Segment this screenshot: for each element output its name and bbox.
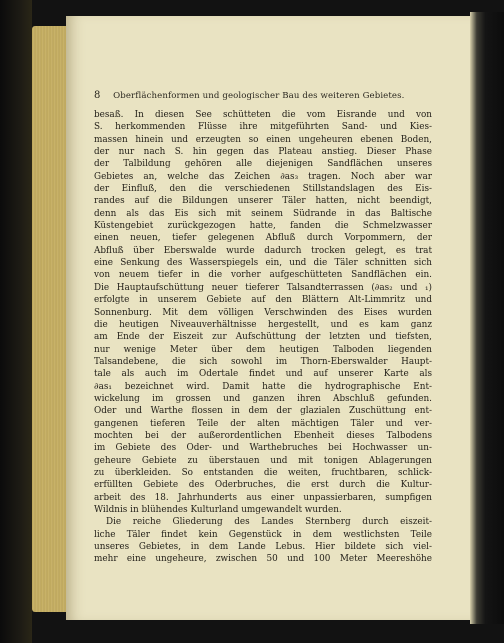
paragraph	[94, 109, 432, 516]
body-text	[94, 109, 432, 566]
text-line: wickelung im grossen und ganzen ihren Abschluß gefunden.	[94, 393, 432, 404]
text-line: S. herkommenden Flüsse ihre mitgeführten Sand- und Kies-	[94, 122, 432, 133]
text-line: arbeit des 18. Jahrhunderts aus einer unpassierbaren, sumpfigen	[94, 492, 432, 503]
text-line: Die Hauptaufschüttung neuer tieferer Talsandterrassen (∂as₂ und ₁)	[94, 282, 432, 293]
book-page	[66, 16, 470, 620]
text-line: eine Senkung des Wasserspiegels ein, und die Täler schnitten sich	[94, 258, 432, 269]
text-line: Sonnenburg. Mit dem völligen Verschwinden des Eises wurden	[94, 307, 432, 318]
text-line: massen hinein und erzeugten so einen ungeheuren ebenen Boden,	[94, 134, 432, 145]
text-line: einen neuen, tiefer gelegenen Abfluß durch Vorpommern, der	[94, 233, 432, 244]
text-line: Wildnis in blühendes Kulturland umgewandelt wurden.	[94, 505, 342, 515]
text-line: randes auf die Bildungen unserer Täler hatten, nicht beendigt,	[94, 196, 432, 207]
text-line: von neuem tiefer in die vorher aufgeschütteten Sandflächen ein.	[94, 270, 432, 281]
paragraph	[94, 516, 432, 565]
text-line: zu überkleiden. So entstanden die weiten, fruchtbaren, schlick-	[94, 467, 432, 478]
text-line: ∂as₁ bezeichnet wird. Damit hatte die hydrographische Ent-	[94, 381, 432, 392]
text-line: erfolgte in unserem Gebiete auf den Blättern Alt-Limmritz und	[94, 295, 432, 306]
text-line: nur wenige Meter über dem heutigen Talboden liegenden	[94, 344, 432, 355]
text-line: der Einfluß, den die verschiedenen Stillstandslagen des Eis-	[94, 184, 432, 195]
text-line: Küstengebiet zurückgezogen hatte, fanden die Schmelzwasser	[94, 221, 432, 232]
text-line: geheure Gebiete zu überstauen und mit tonigen Ablagerungen	[94, 455, 432, 466]
text-line: Abfluß über Eberswalde wurde dadurch trocken gelegt, es trat	[94, 245, 432, 256]
text-line: Gebietes an, welche das Zeichen ∂as₃ tragen. Noch aber war	[94, 171, 432, 182]
right-page-edge	[470, 12, 504, 624]
text-line: mehr eine ungeheure, zwischen 50 und 100 Meter Meereshöhe	[94, 554, 432, 565]
text-line: die heutigen Niveauverhältnisse hergestellt, und es kam ganz	[94, 319, 432, 330]
text-line: erfüllten Gebiete des Oderbruches, die erst durch die Kultur-	[94, 480, 432, 491]
text-line: tale als auch im Odertale findet und auf unserer Karte als	[94, 369, 432, 380]
text-line: Oder und Warthe flossen in dem der glazialen Zuschüttung ent-	[94, 406, 432, 417]
text-line: am Ende der Eiszeit zur Aufschüttung der letzten und tiefsten,	[94, 332, 432, 343]
text-line: Die reiche Gliederung des Landes Sternberg durch eiszeit-	[106, 517, 432, 528]
page-header	[94, 90, 444, 101]
text-line: Talsandebene, die sich sowohl im Thorn-Eberswalder Haupt-	[94, 356, 432, 367]
text-line: unseres Gebietes, in dem Lande Lebus. Hier bildete sich viel-	[94, 542, 432, 553]
book-spine	[0, 0, 32, 643]
page-number: 8	[94, 90, 101, 101]
running-title: Oberflächenformen und geologischer Bau des weiteren Gebietes.	[113, 91, 405, 101]
text-line: gangenen tieferen Teile der alten mächtigen Täler und ver-	[94, 418, 432, 429]
text-line: der nur nach S. hin gegen das Plateau anstieg. Dieser Phase	[94, 147, 432, 158]
text-line: besaß. In diesen See schütteten die vom Eisrande und von	[94, 110, 432, 120]
text-line: mochten bei der außerordentlichen Ebenheit dieses Talbodens	[94, 430, 432, 441]
text-line: denn als das Eis sich mit seinem Südrande in das Baltische	[94, 208, 432, 219]
text-line: liche Täler findet kein Gegenstück in dem westlichsten Teile	[94, 529, 432, 540]
text-line: im Gebiete des Oder- und Warthebruches bei Hochwasser un-	[94, 443, 432, 454]
page-edges	[32, 26, 68, 612]
text-line: der Talbildung gehören alle diejenigen Sandflächen unseres	[94, 159, 432, 170]
